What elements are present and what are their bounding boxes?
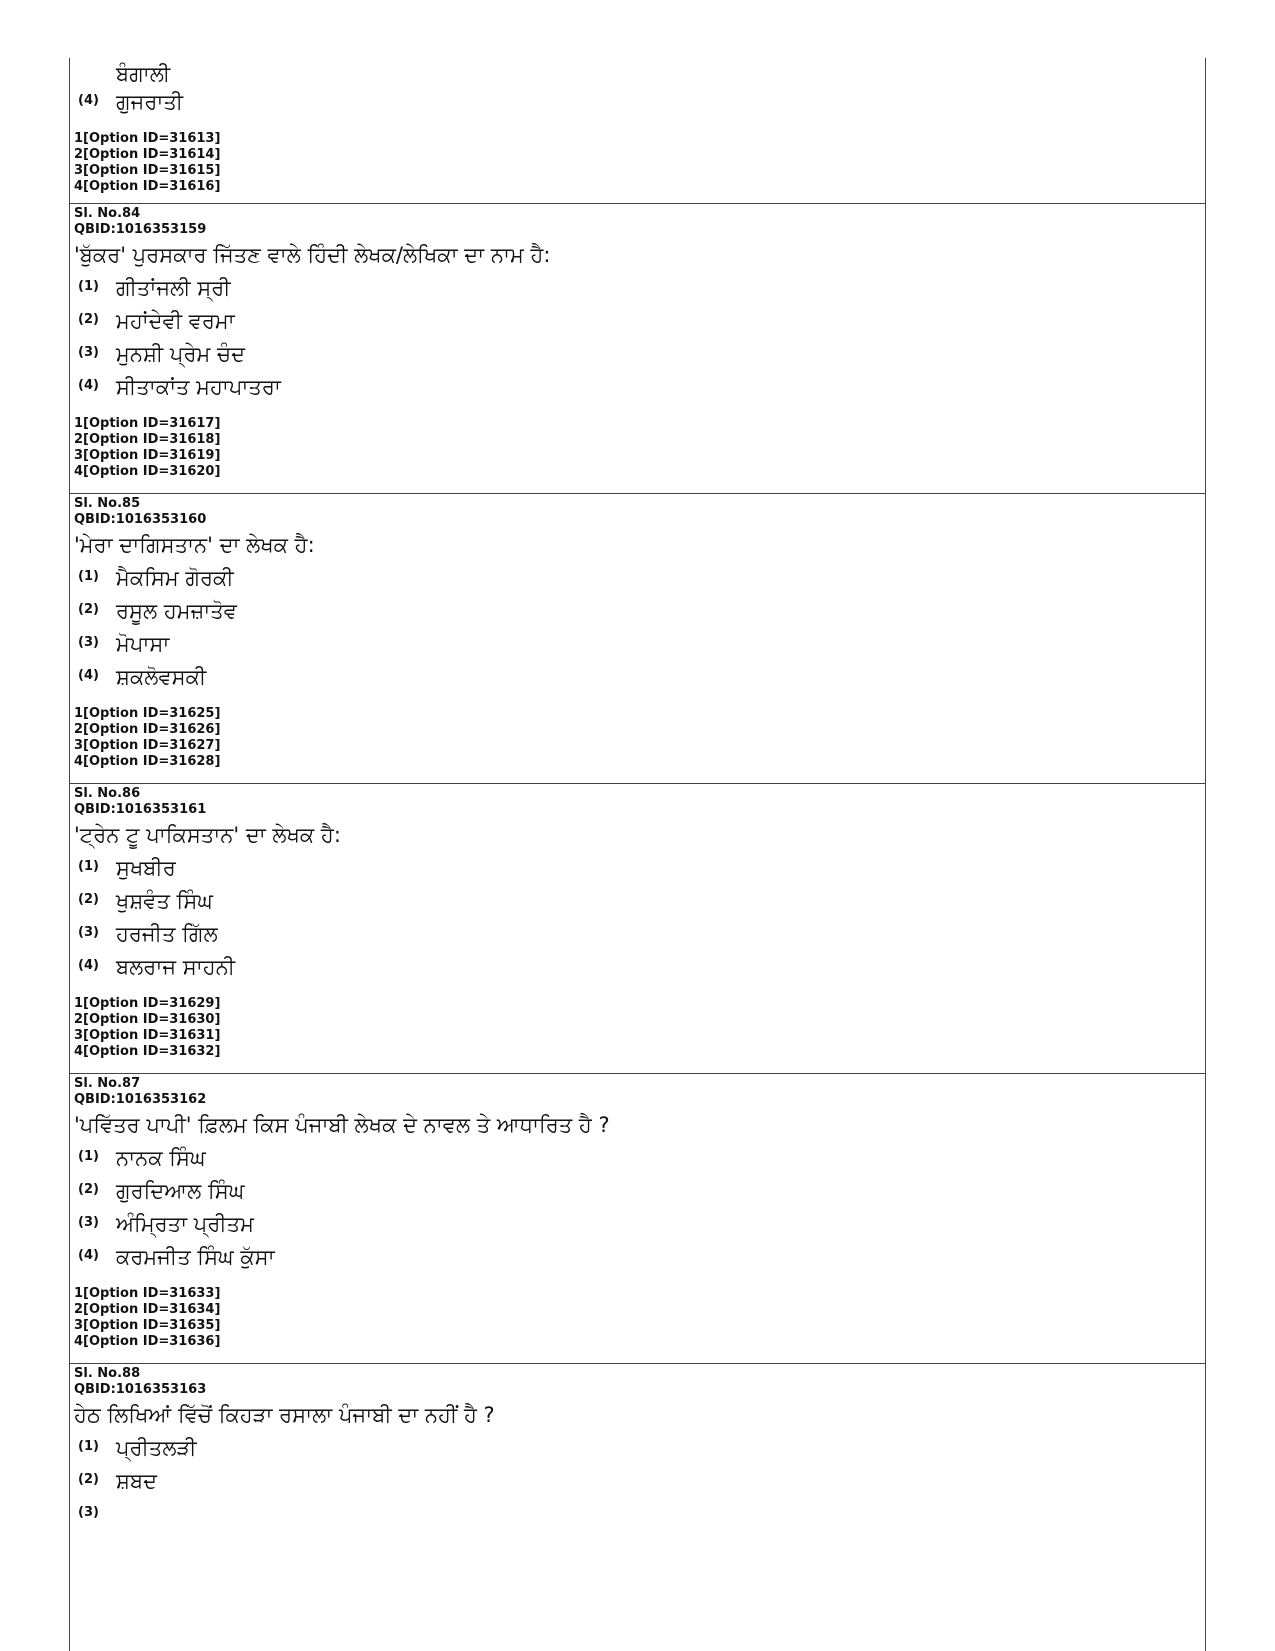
- option-text: ਹਰਜੀਤ ਗਿੱਲ: [116, 922, 218, 946]
- option-id: 2[Option ID=31618]: [74, 432, 221, 447]
- qbid: QBID:1016353160: [74, 512, 207, 527]
- option-number: (2): [78, 602, 99, 617]
- option-id: 3[Option ID=31627]: [74, 738, 221, 753]
- option-id: 1[Option ID=31617]: [74, 416, 221, 431]
- question-sheet: [69, 58, 1206, 1651]
- option-id-list: [74, 996, 1205, 1060]
- option-number: (3): [78, 635, 99, 650]
- option-id: 4[Option ID=31632]: [74, 1044, 221, 1059]
- option-id: 4[Option ID=31620]: [74, 464, 221, 479]
- option-number: (1): [78, 1149, 99, 1164]
- option-text: ਸ਼ਕਲੋਵਸਕੀ: [116, 665, 207, 689]
- option-row: [74, 1144, 1205, 1177]
- option-id: 3[Option ID=31631]: [74, 1028, 221, 1043]
- option-row: [74, 630, 1205, 663]
- option-text: ਬਲਰਾਜ ਸਾਹਨੀ: [116, 955, 236, 979]
- option-number: (1): [78, 859, 99, 874]
- option-row: [74, 340, 1205, 373]
- option-text: ਖੁਸ਼ਵੰਤ ਸਿੰਘ: [116, 889, 213, 913]
- option-row: [74, 1434, 1205, 1467]
- option-text: ਕਰਮਜੀਤ ਸਿੰਘ ਕੁੱਸਾ: [116, 1245, 275, 1269]
- qbid: QBID:1016353162: [74, 1092, 207, 1107]
- question-block-86: [70, 784, 1205, 1074]
- option-text: ਗੁਰਦਿਆਲ ਸਿੰਘ: [116, 1179, 245, 1203]
- question-block-85: [70, 494, 1205, 784]
- option-text: ਗੁਜਰਾਤੀ: [116, 90, 184, 114]
- option-number: (1): [78, 569, 99, 584]
- option-id: 3[Option ID=31635]: [74, 1318, 221, 1333]
- option-id-list: [74, 131, 1205, 195]
- option-number: (4): [78, 668, 99, 683]
- option-id: 2[Option ID=31630]: [74, 1012, 221, 1027]
- option-row: [74, 274, 1205, 307]
- option-id: 1[Option ID=31625]: [74, 706, 221, 721]
- option-id: 2[Option ID=31626]: [74, 722, 221, 737]
- serial-number: Sl. No.88: [74, 1366, 141, 1381]
- option-row: [74, 597, 1205, 630]
- option-row: [74, 564, 1205, 597]
- question-block-87: [70, 1074, 1205, 1364]
- option-row: [74, 887, 1205, 920]
- option-row: [74, 953, 1205, 986]
- question-text: 'ਮੇਰਾ ਦਾਗਿਸਤਾਨ' ਦਾ ਲੇਖਕ ਹੈ:: [74, 533, 315, 557]
- option-number: (3): [78, 345, 99, 360]
- option-row: [74, 373, 1205, 406]
- option-number: (4): [78, 1248, 99, 1263]
- option-row: [74, 1500, 1205, 1533]
- option-number: (1): [78, 279, 99, 294]
- option-number: (3): [78, 1215, 99, 1230]
- option-id-list: [74, 1286, 1205, 1350]
- option-text: ਮਹਾਂਦੇਵੀ ਵਰਮਾ: [116, 309, 235, 333]
- serial-number: Sl. No.86: [74, 786, 141, 801]
- option-text: ਮੋਪਾਸਾ: [116, 632, 170, 656]
- option-number: (2): [78, 892, 99, 907]
- question-text: 'ਪਵਿੱਤਰ ਪਾਪੀ' ਫ਼ਿਲਮ ਕਿਸ ਪੰਜਾਬੀ ਲੇਖਕ ਦੇ ਨਾਵਲ ਤੇ ਆਧਾਰਿਤ ਹੈ ?: [74, 1113, 610, 1137]
- option-row: [74, 1243, 1205, 1276]
- question-block-83-tail: [70, 58, 1205, 204]
- question-block-88: [70, 1364, 1205, 1535]
- option-text: ਮੈਕਸਿਮ ਗੋਰਕੀ: [116, 566, 234, 590]
- option-id-list: [74, 416, 1205, 480]
- option-number: (2): [78, 1182, 99, 1197]
- option-text: ਰਸੂਲ ਹਮਜ਼ਾਤੋਵ: [116, 599, 237, 623]
- option-number: (3): [78, 1505, 99, 1520]
- serial-number: Sl. No.85: [74, 496, 141, 511]
- option-id: 4[Option ID=31628]: [74, 754, 221, 769]
- option-text: ਪ੍ਰੀਤਲੜੀ: [116, 1436, 197, 1460]
- option-number: (2): [78, 312, 99, 327]
- option-row: [74, 854, 1205, 887]
- option-id: 2[Option ID=31614]: [74, 147, 221, 162]
- option-row: [74, 307, 1205, 340]
- option-id: 1[Option ID=31613]: [74, 131, 221, 146]
- option-text: ਸੁਖਬੀਰ: [116, 856, 176, 880]
- option-id: 1[Option ID=31629]: [74, 996, 221, 1011]
- continued-option-text: ਬੰਗਾਲੀ: [116, 62, 171, 86]
- option-number: (4): [78, 378, 99, 393]
- question-text: 'ਬੁੱਕਰ' ਪੁਰਸਕਾਰ ਜਿੱਤਣ ਵਾਲੇ ਹਿੰਦੀ ਲੇਖਕ/ਲੇਖਿਕਾ ਦਾ ਨਾਮ ਹੈ:: [74, 243, 551, 267]
- option-id-list: [74, 706, 1205, 770]
- option-number: (4): [78, 958, 99, 973]
- option-id: 4[Option ID=31616]: [74, 179, 221, 194]
- qbid: QBID:1016353159: [74, 222, 207, 237]
- qbid: QBID:1016353161: [74, 802, 207, 817]
- option-row: [74, 1177, 1205, 1210]
- option-row: [74, 920, 1205, 953]
- option-text: ਸੀਤਾਕਾਂਤ ਮਹਾਪਾਤਰਾ: [116, 375, 281, 399]
- option-number: (3): [78, 925, 99, 940]
- question-text: 'ਟ੍ਰੇਨ ਟੂ ਪਾਕਿਸਤਾਨ' ਦਾ ਲੇਖਕ ਹੈ:: [74, 823, 341, 847]
- option-id: 3[Option ID=31615]: [74, 163, 221, 178]
- option-text: ਸ਼ਬਦ: [116, 1469, 157, 1493]
- option-number: (4): [78, 93, 99, 108]
- qbid: QBID:1016353163: [74, 1382, 207, 1397]
- option-row: [74, 1210, 1205, 1243]
- option-id: 2[Option ID=31634]: [74, 1302, 221, 1317]
- option-text: ਗੀਤਾਂਜਲੀ ਸ੍ਰੀ: [116, 276, 231, 300]
- option-row: [74, 88, 1205, 121]
- option-id: 3[Option ID=31619]: [74, 448, 221, 463]
- question-block-84: [70, 204, 1205, 494]
- option-id: 1[Option ID=31633]: [74, 1286, 221, 1301]
- option-number: (2): [78, 1472, 99, 1487]
- option-text: ਅੰਮ੍ਰਿਤਾ ਪ੍ਰੀਤਮ: [116, 1212, 254, 1236]
- option-text: ਮੁਨਸ਼ੀ ਪ੍ਰੇਮ ਚੰਦ: [116, 342, 246, 366]
- serial-number: Sl. No.87: [74, 1076, 141, 1091]
- option-id: 4[Option ID=31636]: [74, 1334, 221, 1349]
- serial-number: Sl. No.84: [74, 206, 141, 221]
- option-row: [74, 1467, 1205, 1500]
- option-number: (1): [78, 1439, 99, 1454]
- question-text: ਹੇਠ ਲਿਖਿਆਂ ਵਿੱਚੋਂ ਕਿਹੜਾ ਰਸਾਲਾ ਪੰਜਾਬੀ ਦਾ ਨਹੀਂ ਹੈ ?: [74, 1403, 495, 1427]
- option-text: ਨਾਨਕ ਸਿੰਘ: [116, 1146, 206, 1170]
- option-row: [74, 663, 1205, 696]
